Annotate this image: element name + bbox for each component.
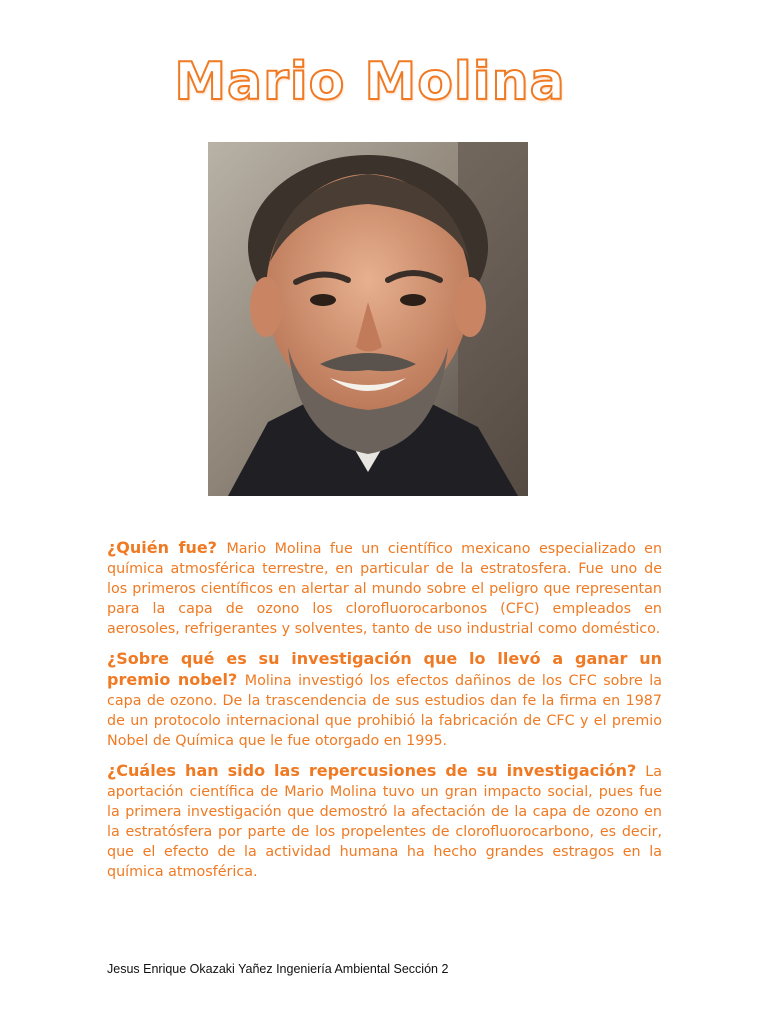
section-repercusiones [107,761,662,882]
answer-text: La aportación científica de Mario Molina tuvo un gran impacto social, pues fue la primera investigación que demostró la afectación de la capa de ozono en la estratósfera por parte de los propelentes de clorofluorocarbono, es decir, que el efecto de la actividad humana ha hecho grandes estragos en la química atmosférica. [107,764,662,880]
biography-content [107,538,662,892]
page-footer: Jesus Enrique Okazaki Yañez Ingeniería Ambiental Sección 2 [107,962,449,976]
question-heading: ¿Cuáles han sido las repercusiones de su investigación? [107,761,646,780]
portrait-photo [208,142,528,496]
question-heading: ¿Sobre qué es su investigación que lo llevó a ganar un premio nobel? [107,649,662,689]
page-title: Mario Molina [174,52,566,112]
answer-text: Molina investigó los efectos dañinos de los CFC sobre la capa de ozono. De la trascendencia de sus estudios dan fe la firma en 1987 de un protocolo internacional que prohibió la fabricación de CFC y el premio Nobel de Química que le fue otorgado en 1995. [107,673,663,749]
answer-text: Mario Molina fue un científico mexicano especializado en química atmosférica terrestre, en particular de la estratosfera. Fue uno de los primeros científicos en alertar al mundo sobre el peligro que representan para la capa de ozono los clorofluorocarbonos (CFC) empleados en aerosoles, refrigerantes y solventes, tanto de uso industrial como doméstico. [107,541,663,637]
portrait-illustration [208,142,528,496]
question-heading: ¿Quién fue? [107,538,227,557]
section-quien-fue [107,538,662,639]
section-investigacion-nobel [107,649,662,751]
